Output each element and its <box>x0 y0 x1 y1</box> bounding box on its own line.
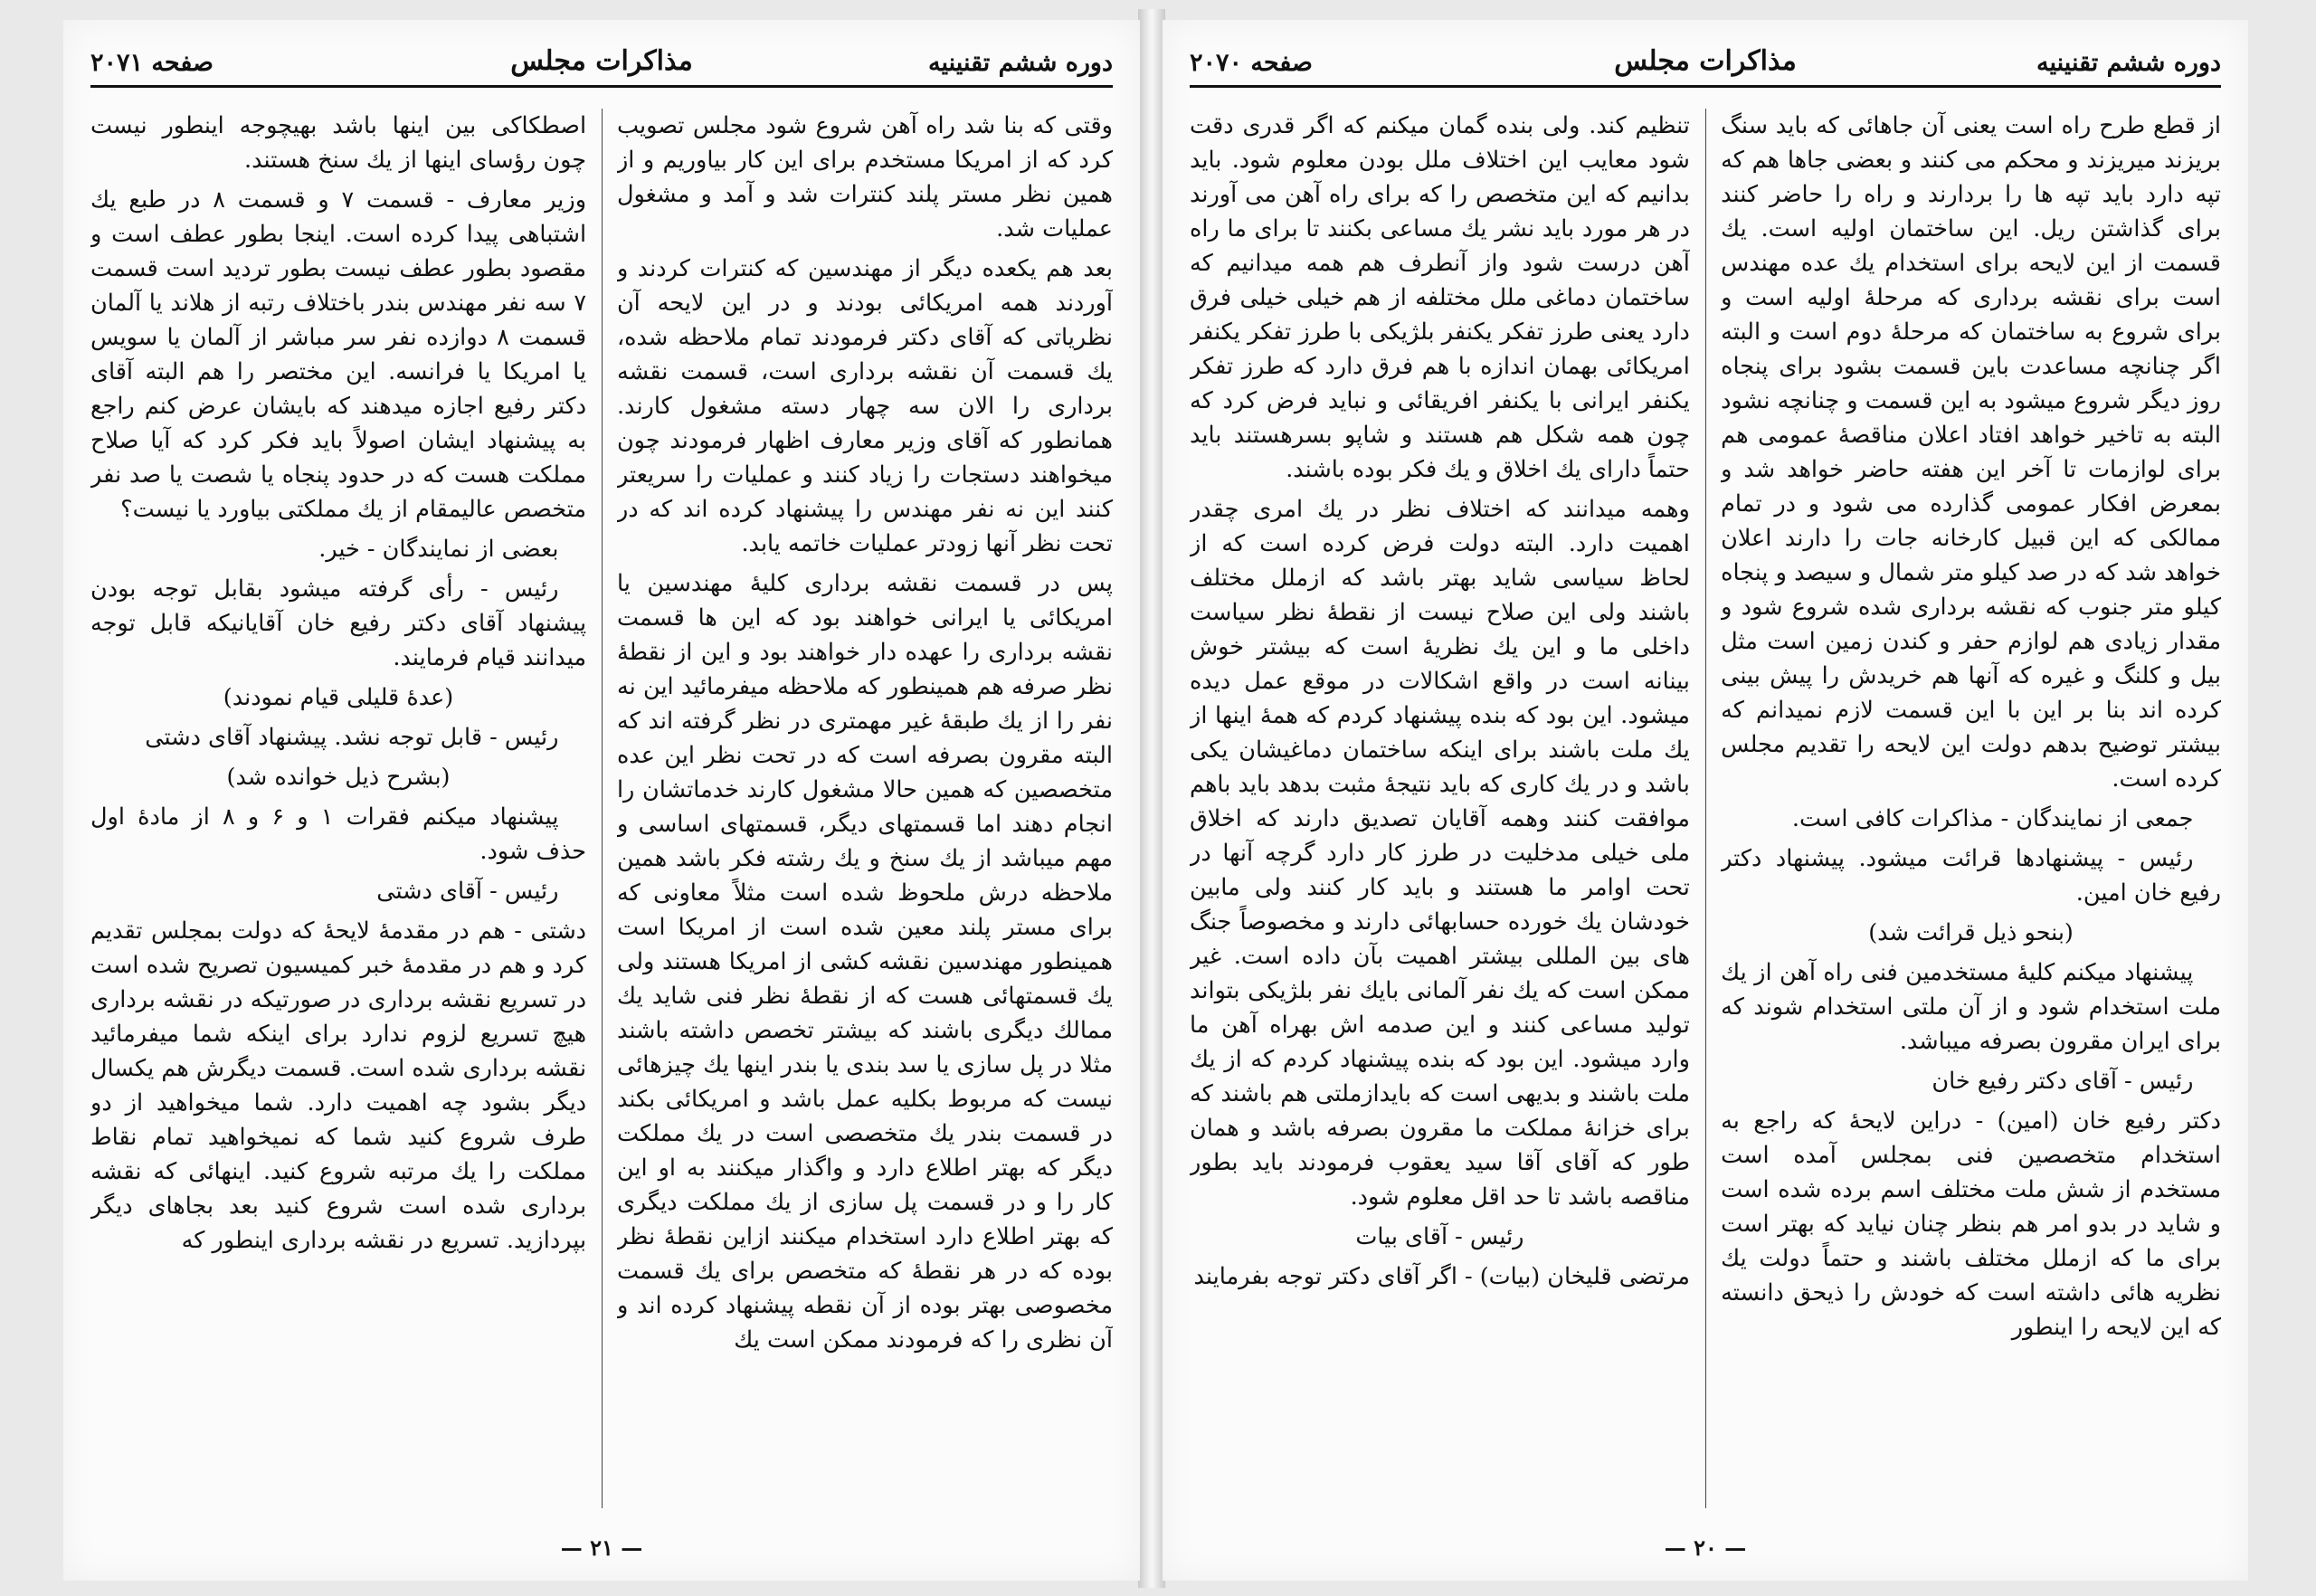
paragraph: وهمه میدانند که اختلاف نظر در یك امری چقدر اهمیت دارد. البته دولت فرض کرده است که از لحاظ سیاسی شاید بهتر باشد که ازملل مختلف باشند ولی این صلاح نیست از نقطهٔ نظر سیاست داخلی ما و این یك نظریهٔ است که بیشتر خوش بینانه است در واقع اشکالات در موقع عمل دیده میشود. این بود که بنده پیشنهاد کردم که همهٔ اینها از یك ملت باشند برای اینکه ساختمان دماغیشان یکی باشد و در یك کاری که باید نتیجهٔ مثبت بدهد باید باهم موافقت کنند وهمه آقایان تصدیق دارند که اخلاق ملی خیلی مدخلیت در طرز کار دارد گرچه آنها در تحت اوامر ما هستند و باید کار کنند ولی مابین خودشان یك خورده حسابهائی دارند و مخصوصاً جنگ های بین المللی بیشتر اهمیت بآن داده است. غیر ممکن است که یك نفر آلمانی بایك نفر بلژیکی بتواند تولید مساعی کنند و این صدمه اش بهراه آهن ما وارد میشود. این بود که بنده پیشنهاد کردم که از یك ملت باشند و بدیهی است که بایدازملتی هم باشند که برای خزانهٔ مملکت ما مقرون بصرفه باشد و همان طور که آقای آقا سید یعقوب فرمودند باید بطور مناقصه باشد تا حد اقل معلوم شود. <box>1190 496 1690 1211</box>
paragraph: اصطکاکی بین اینها باشد بهیچوجه اینطور نیست چون رؤسای اینها از یك سنخ هستند. <box>90 112 587 174</box>
column-divider <box>1705 109 1706 1508</box>
column-right <box>1721 109 2221 1508</box>
page-footer-number: — ۲۱ — <box>560 1534 643 1561</box>
paragraph: پیشنهاد میکنم کلیهٔ مستخدمین فنی راه آهن از یك ملت استخدام شود و از آن ملتی استخدام شوند که برای ایران مقرون بصرفه میباشد. <box>1721 959 2221 1055</box>
page-header <box>90 36 1113 88</box>
page-footer-number: — ۲۰ — <box>1664 1534 1747 1561</box>
page-2071 <box>63 20 1140 1581</box>
paragraph: رئیس - آقای دشتی <box>376 878 559 905</box>
paragraph: وزیر معارف - قسمت ۷ و قسمت ۸ در طبع یك اشتباهی پیدا کرده است. اینجا بطور عطف است و مقصود بطور عطف نیست بطور تردید است قسمت ۷ سه نفر مهندس بندر باختلاف رتبه از هلاند یا آلمان قسمت ۸ دوازده نفر سر مباشر از آلمان یا سویس یا امریکا یا فرانسه. این مختصر را هم البته آقای دکتر رفیع اجازه میدهند که بایشان عرض کنم راجع به پیشنهاد ایشان اصولاً باید فکر کرد که آیا صلاح مملکت هست که در حدود پنجاه یا شصت یا صد نفر متخصص عالیمقام از یك مملکتی بیاورد یا نیست؟ <box>90 186 587 523</box>
text-columns <box>90 109 1113 1508</box>
column-left <box>90 109 586 1508</box>
header-title: مذاکرات مجلس <box>1614 45 1797 77</box>
book-gutter <box>1138 9 1165 1588</box>
paragraph: (بشرح ذیل خوانده شد) <box>226 764 451 791</box>
paragraph: رئیس - قابل توجه نشد. پیشنهاد آقای دشتی <box>145 724 559 751</box>
paragraph: تنظیم کند. ولی بنده گمان میکنم که اگر قدری دقت شود معایب این اختلاف ملل بودن معلوم شود. باید بدانیم که این متخصص را که برای راه آهن می آورند در هر مورد باید نشر یك مساعی بکنند تا برای ما راه آهن درست شود واز آنطرف هم همه میدانیم که ساختمان دماغی ملل مختلفه از هم خیلی خیلی فرق دارد یعنی طرز تفکر یکنفر بلژیکی با طرز تفکر یکنفر امریکائی بهمان اندازه با هم فرق دارد که طرز تفکر یکنفر ایرانی با یکنفر افریقائی و نباید فرض کرد که چون همه شکل هم هستند و شاپو بسرهستند باید حتماً دارای یك اخلاق و یك فکر بوده باشند. <box>1190 112 1690 483</box>
page-header <box>1190 36 2221 88</box>
paragraph: از قطع طرح راه است یعنی آن جاهائی که باید سنگ بریزند میریزند و محکم می کنند و بعضی جاها هم که تپه دارد باید تپه ها را بردارند و راه را حاضر کنند برای گذاشتن ریل. این ساختمان اولیه است. یك قسمت از این لایحه برای استخدام یك عده مهندس است برای نقشه برداری که مرحلهٔ اولیه است و برای شروع به ساختمان که مرحلهٔ دوم است و البته اگر چنانچه مساعدت باین قسمت بشود برای پنجاه روز دیگر شروع میشود به این قسمت و چنانچه نشود البته به تاخیر خواهد افتاد اعلان مناقصهٔ عمومی هم برای لوازمات تا آخر این هفته حاضر خواهد شد و بمعرض افکار عمومی گذارده می شود و در تمام ممالکی که این قبیل کارخانه جات را دارند اعلان خواهد شد که در صد کیلو متر شمال و سیصد و پنجاه کیلو متر جنوب که نقشه برداری شده شروع شود و مقدار زیادی هم لوازم حفر و کندن زمین است مثل بیل و کلنگ و غیره که آنها هم خریدش را پیش بینی کرده اند بنا بر این با این قسمت لازم نمیدانم که بیشتر توضیح بدهم دولت این لایحه را تقدیم مجلس کرده است. <box>1721 112 2221 793</box>
paragraph: بعد هم یکعده دیگر از مهندسین که کنترات کردند و آوردند همه امریکائی بودند و در این لایحه آن نظریاتی که آقای دکتر فرمودند تمام ملاحظه شده، یك قسمت آن نقشه برداری است، قسمت نقشه برداری را الان سه چهار دسته مشغول کارند. همانطور که آقای وزیر معارف اظهار فرمودند چون میخواهند دستجات را زیاد کنند و عملیات را سریعتر کنند این نه نفر مهندس را پیشنهاد کرده اند که در تحت نظر آنها زودتر عملیات خاتمه یابد. <box>616 255 1113 557</box>
paragraph: وقتی که بنا شد راه آهن شروع شود مجلس تصویب کرد که از امریکا مستخدم برای این کار بیاوریم و از همین نظر مستر پلند کنترات شد و آمد و مشغول عملیات شد. <box>616 112 1113 242</box>
paragraph: پیشنهاد میکنم فقرات ۱ و ۶ و ۸ از مادهٔ اول حذف شود. <box>90 803 587 865</box>
page-2070 <box>1163 20 2248 1581</box>
paragraph: رئیس - پیشنهادها قرائت میشود. پیشنهاد دکتر رفیع خان امین. <box>1721 845 2221 907</box>
column-right <box>617 109 1113 1508</box>
column-left <box>1190 109 1690 1508</box>
header-volume: دوره ششم تقنینیه <box>2036 49 2221 77</box>
header-page-number: صفحه ۲۰۷۱ <box>90 49 214 77</box>
paragraph: پس در قسمت نقشه برداری کلیهٔ مهندسین یا امریکائی یا ایرانی خواهند بود که این ها قسمت نقشه برداری را عهده دار خواهند بود و این از نقطهٔ نظر صرفه هم همینطور که ملاحظه میفرمائید این نه نفر را از یك طبقهٔ غیر مهمتری در نظر گرفته اند که البته مقرون بصرفه است که در تحت نظر این عده متخصصین که همین حالا مشغول کارند خدماتشان را انجام دهند اما قسمتهای دیگر، قسمتهای اساسی و مهم میباشد از یك سنخ و یك رشته فکر باشد همین ملاحظه درش ملحوظ شده است مثلاً معاونی که برای مستر پلند معین شده است از امریکا است همینطور مهندسین نقشه کشی از امریکا هستند ولی یك قسمتهائی هست که از نقطهٔ نظر فنی شاید یك ممالك دیگری باشند که بیشتر تخصص داشته باشند مثلا در پل سازی یا سد بندی یا بندر اینها یك چیزهائی نیست که مربوط بکلیه عمل باشد و امریکائی بکند در قسمت بندر یك متخصصی است در یك مملکت دیگر که بهتر اطلاع دارد و واگذار میکنند به او این کار را و در قسمت پل سازی از یك مملکت دیگری که بهتر اطلاع دارد استخدام میکنند ازاین نقطهٔ نظر بوده که در هر نقطهٔ که متخصص برای یك قسمت مخصوصی بهتر بوده از آن نقطه پیشنهاد کرده اند و آن نظری را که فرمودند ممکن است یك <box>616 570 1113 1354</box>
paragraph: دشتی - هم در مقدمهٔ لایحهٔ که دولت بمجلس تقدیم کرد و هم در مقدمهٔ خبر کمیسیون تصریح شده است در تسریع نقشه برداری در صورتیکه در نقشه برداری هیچ تسریع لزوم ندارد برای اینکه شما میفرمائید نقشه برداری شده است. قسمت دیگرش هم یکسال دیگر بشود چه اهمیت دارد. شما میخواهید از دو طرف شروع کنید شما که نمیخواهید تمام نقاط مملکت را یك مرتبه شروع کنید. اینهائی که نقشه برداری شده است شروع کنید بعد بجاهای دیگر بپردازید. تسریع در نقشه برداری اینطور که <box>90 917 587 1254</box>
paragraph: جمعی از نمایندگان - مذاکرات کافی است. <box>1791 805 2194 832</box>
paragraph: رئیس - آقای دکتر رفیع خان <box>1932 1068 2194 1095</box>
header-title: مذاکرات مجلس <box>510 45 693 77</box>
paragraph: (بنحو ذیل قرائت شد) <box>1868 919 2074 946</box>
paragraph: (عدهٔ قلیلی قیام نمودند) <box>223 684 454 711</box>
paragraph: دکتر رفیع خان (امین) - دراین لایحهٔ که راجع به استخدام متخصصین فنی بمجلس آمده است مستخدم از شش ملت مختلف اسم برده شده است و شاید در بدو امر هم بنظر چنان نیاید که بهتر است برای ما که ازملل مختلف باشند و حتماً دولت یك نظریه هائی داشته است که خودش را ذیحق دانسته که این لایحه را اینطور <box>1721 1107 2221 1341</box>
column-divider <box>602 109 603 1508</box>
text-columns <box>1190 109 2221 1508</box>
header-page-number: صفحه ۲۰۷۰ <box>1190 49 1313 77</box>
header-volume: دوره ششم تقنینیه <box>928 49 1113 77</box>
paragraph: رئیس - رأی گرفته میشود بقابل توجه بودن پیشنهاد آقای دکتر رفیع خان آقایانیکه قابل توجه میدانند قیام فرمایند. <box>90 575 587 671</box>
paragraph: بعضی از نمایندگان - خیر. <box>318 536 559 563</box>
paragraph: رئیس - آقای بیات <box>1355 1223 1524 1250</box>
paragraph: مرتضی قلیخان (بیات) - اگر آقای دکتر توجه بفرمایند <box>1193 1263 1690 1290</box>
